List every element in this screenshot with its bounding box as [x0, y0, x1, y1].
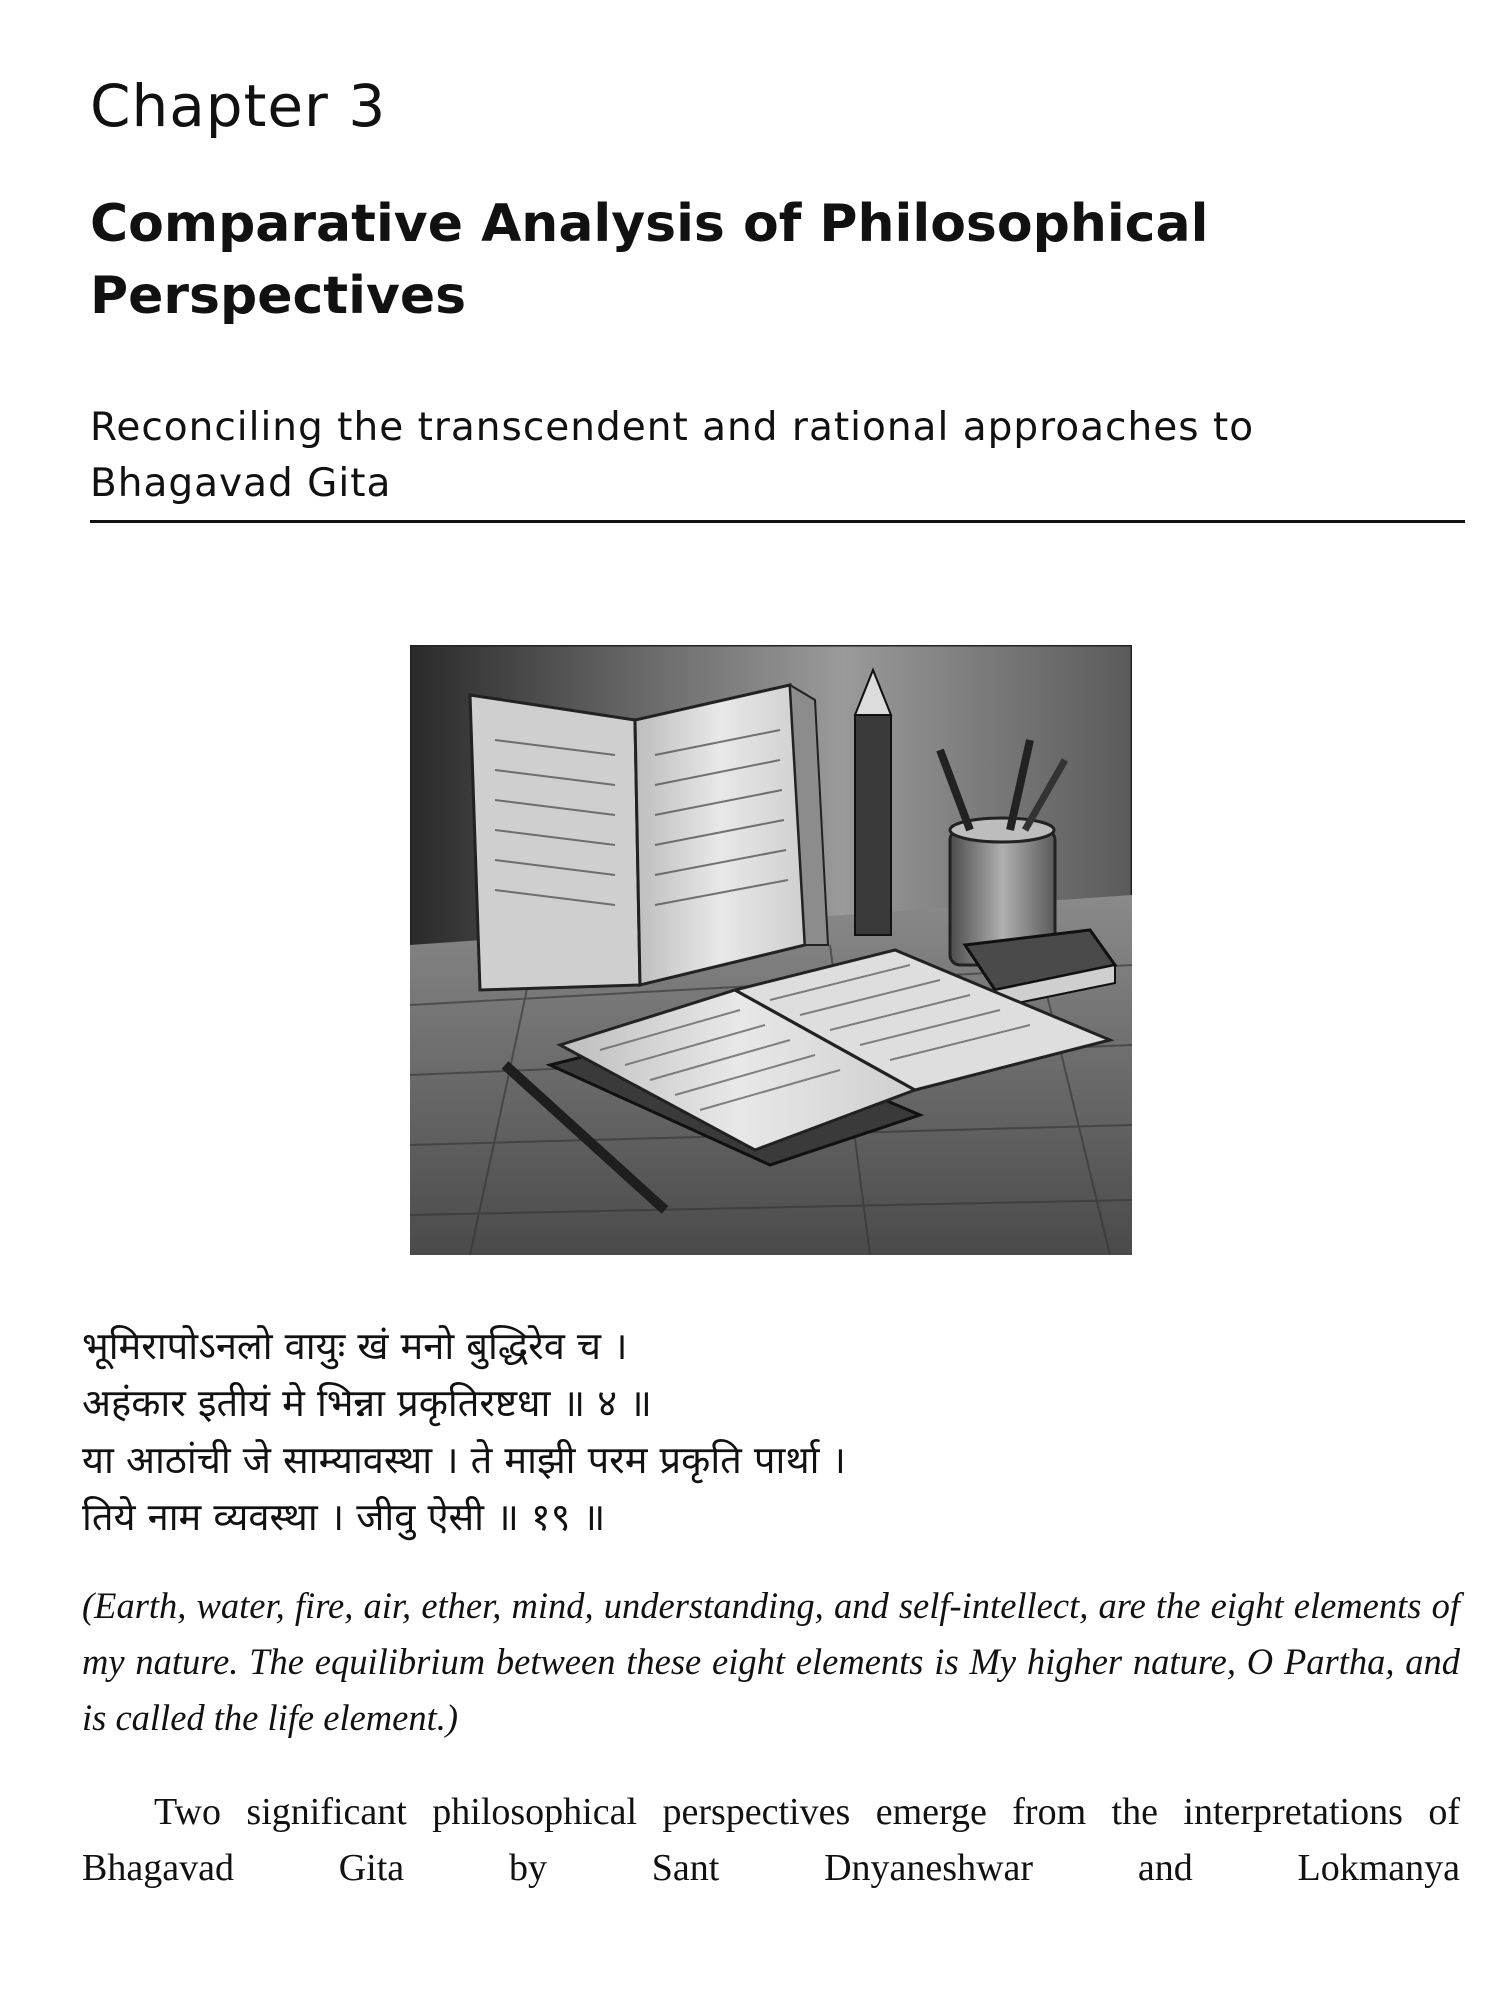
verse-line: भूमिरापोऽनलो वायुः खं मनो बुद्धिरेव च ।	[82, 1324, 628, 1368]
chapter-illustration	[410, 645, 1132, 1255]
title-divider	[90, 520, 1465, 523]
open-books-sketch-icon	[410, 645, 1132, 1255]
verse-line: या आठांची जे साम्यावस्था । ते माझी परम प्रकृति पार्था ।	[82, 1438, 846, 1482]
chapter-subtitle: Reconciling the transcendent and rational approaches to Bhagavad Gita	[90, 405, 1255, 506]
body-paragraph: Two significant philosophical perspectives emerge from the interpretations of Bhagavad Gita by Sant Dnyaneshwar and Lokmanya	[82, 1791, 1460, 1889]
verse-line: तिये नाम व्यवस्था । जीवु ऐसी ॥ १९ ॥	[82, 1495, 606, 1539]
sanskrit-verse	[82, 1318, 1462, 1546]
verse-line: अहंकार इतीयं मे भिन्ना प्रकृतिरष्टधा ॥ ४ ॥	[82, 1381, 652, 1425]
chapter-title: Comparative Analysis of Philosophical Perspectives	[90, 194, 1209, 326]
chapter-label: Chapter 3	[90, 72, 387, 140]
verse-translation: (Earth, water, fire, air, ether, mind, understanding, and self-intellect, are the eight elements of my nature. The equilibrium between these eight elements is My higher nature, O Partha, and is called the life element.)	[82, 1585, 1460, 1738]
